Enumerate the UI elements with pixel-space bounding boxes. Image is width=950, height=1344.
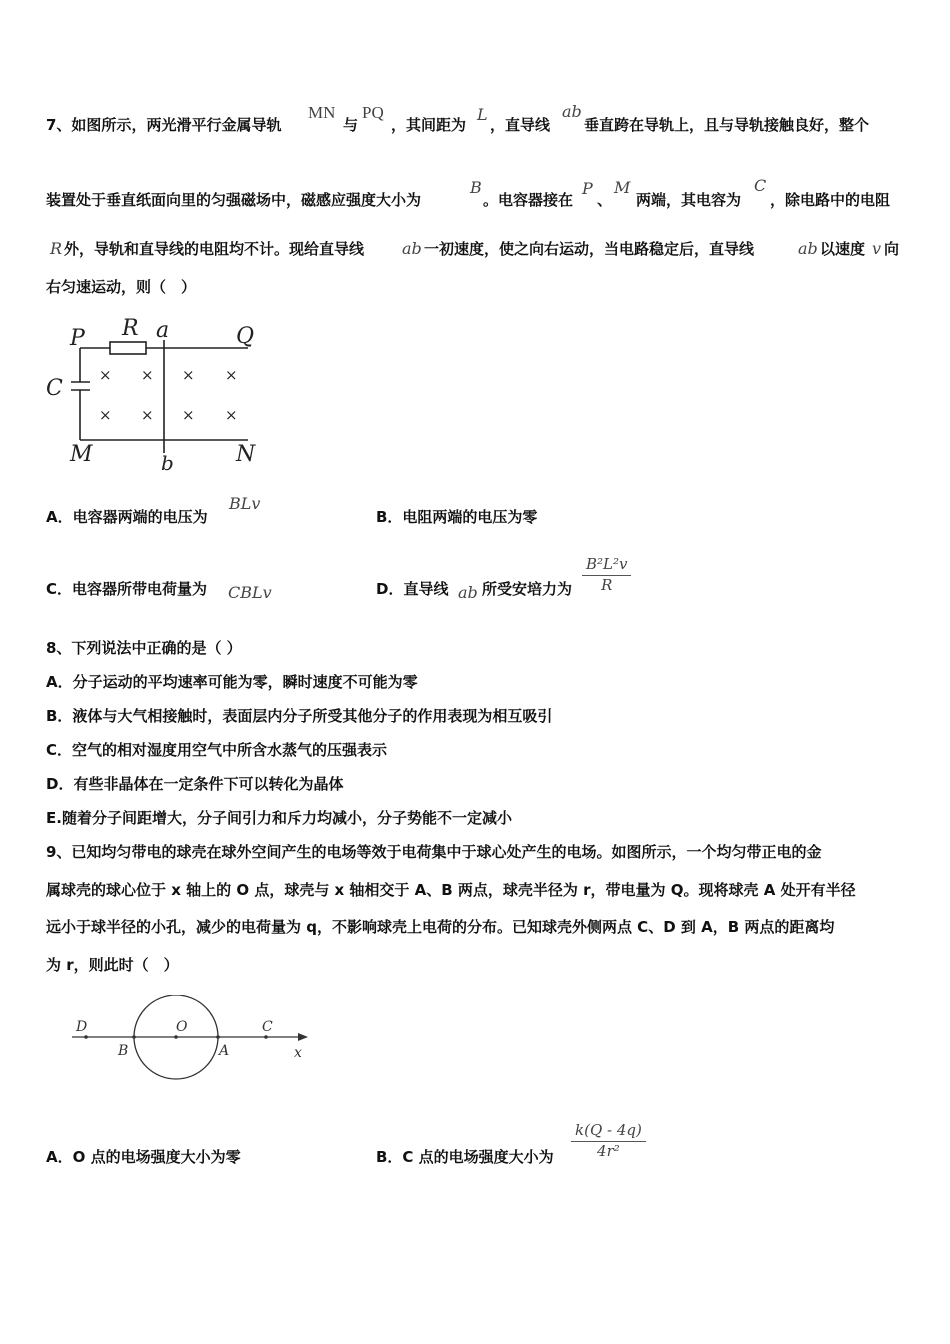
q7-option-d-fraction — [582, 555, 631, 595]
q9-stem-line3: 远小于球半径的小孔，减少的电荷量为 q，不影响球壳上电荷的分布。已知球壳外侧两点 C、D 到 A，B 两点的距离均 — [46, 918, 835, 936]
field-cross: × — [141, 366, 154, 384]
q7-stem-line3-b: 一初速度，使之向右运动，当电路稳定后，直导线 — [424, 240, 755, 258]
q8-option-a: A．分子运动的平均速率可能为零，瞬时速度不可能为零 — [46, 673, 418, 691]
q7-var-r: R — [50, 239, 63, 258]
fraction-numerator: k(Q - 4q) — [571, 1121, 646, 1142]
field-cross: × — [182, 366, 195, 384]
fig-label-q: Q — [236, 324, 255, 349]
q7-option-c: C．电容器所带电荷量为 — [46, 580, 208, 598]
q8-option-b: B．液体与大气相接触时，表面层内分子所受其他分子的作用表现为相互吸引 — [46, 707, 553, 725]
q7-stem-line2-b: 。电容器接在 — [483, 191, 574, 209]
fig-label-n: N — [236, 442, 256, 467]
q7-option-d-b: 所受安培力为 — [482, 580, 573, 598]
q9-stem-line2: 属球壳的球心位于 x 轴上的 O 点，球壳与 x 轴相交于 A、B 两点，球壳半径为 r，带电量为 Q。现将球壳 A 处开有半径 — [46, 881, 856, 899]
q7-var-ab-3: ab — [798, 239, 818, 258]
fraction-denominator: R — [601, 575, 613, 594]
q7-stem-line2-a: 装置处于垂直纸面向里的匀强磁场中，磁感应强度大小为 — [46, 191, 422, 209]
q7-stem-line1-a: 7、如图所示，两光滑平行金属导轨 — [46, 116, 282, 134]
q9-option-a: A．O 点的电场强度大小为零 — [46, 1148, 241, 1166]
q7-var-l: L — [477, 105, 488, 124]
q7-stem-line4: 右匀速运动，则（ ） — [46, 278, 197, 296]
q8-option-e: E.随着分子间距增大，分子间引力和斥力均减小，分子势能不一定减小 — [46, 809, 512, 827]
q9-option-b: B．C 点的电场强度大小为 — [376, 1148, 554, 1166]
q7-stem-line3-c: 以速度 — [820, 240, 866, 258]
q7-var-v: v — [872, 239, 882, 258]
fig-label-c: C — [46, 376, 63, 401]
fig-label-b: B — [118, 1043, 129, 1059]
q7-var-ab-2: ab — [402, 239, 422, 258]
fig-label-b: b — [161, 451, 174, 475]
q7-var-m: M — [614, 178, 631, 197]
q7-stem-line1-b: 与 — [343, 116, 359, 134]
q7-stem-line1-d: ，直导线 — [490, 116, 551, 134]
field-cross: × — [182, 406, 195, 424]
q7-option-a: A．电容器两端的电压为 — [46, 508, 208, 526]
q7-stem-line2-c: 、 — [597, 191, 613, 209]
q7-var-pq: PQ — [362, 103, 384, 122]
fig-label-o: O — [176, 1019, 188, 1035]
q7-option-c-expr: CBLv — [228, 583, 272, 602]
q9-stem-line4: 为 r，则此时（ ） — [46, 956, 179, 974]
q7-var-mn: MN — [308, 103, 336, 122]
field-cross: × — [225, 366, 238, 384]
fig-label-d: D — [76, 1019, 88, 1035]
q7-stem-line3-d: 向 — [884, 240, 900, 258]
q7-var-b: B — [470, 178, 482, 197]
q8-option-d: D．有些非晶体在一定条件下可以转化为晶体 — [46, 775, 344, 793]
fig-label-x: x — [294, 1045, 302, 1061]
fig-label-p: P — [70, 326, 85, 351]
q7-stem-line2-d: 两端，其电容为 — [636, 191, 742, 209]
q7-stem-line1-e: 垂直跨在导轨上，且与导轨接触良好，整个 — [584, 116, 870, 134]
q7-stem-line1-c: ，其间距为 — [391, 116, 467, 134]
q7-var-p: P — [582, 179, 593, 198]
q7-var-ab: ab — [562, 102, 582, 121]
field-cross: × — [99, 366, 112, 384]
q7-option-a-expr: BLv — [229, 494, 261, 513]
q7-option-d-ab: ab — [458, 583, 478, 602]
q7-stem-line2-e: ，除电路中的电阻 — [770, 191, 891, 209]
q7-circuit-figure — [40, 315, 270, 480]
q9-stem-line1: 9、已知均匀带电的球壳在球外空间产生的电场等效于电荷集中于球心处产生的电场。如图所示，一个均匀带正电的金 — [46, 843, 822, 861]
q7-stem-line3-a: 外，导轨和直导线的电阻均不计。现给直导线 — [64, 240, 365, 258]
fig-label-r: R — [122, 316, 139, 341]
fraction-numerator: B²L²v — [582, 555, 631, 576]
q8-stem: 8、下列说法中正确的是（ ） — [46, 639, 242, 657]
fraction-denominator: 4r² — [597, 1141, 620, 1160]
fig-label-c: C — [262, 1019, 273, 1035]
field-cross: × — [225, 406, 238, 424]
q7-option-d-a: D．直导线 — [376, 580, 449, 598]
fig-label-a: A — [219, 1043, 230, 1059]
q9-sphere-figure — [66, 995, 316, 1090]
fig-label-m: M — [70, 442, 93, 467]
field-cross: × — [141, 406, 154, 424]
q7-var-c: C — [754, 176, 767, 195]
q9-option-b-fraction — [571, 1121, 646, 1161]
q7-option-b: B．电阻两端的电压为零 — [376, 508, 538, 526]
fig-label-a: a — [156, 318, 170, 343]
q8-option-c: C．空气的相对湿度用空气中所含水蒸气的压强表示 — [46, 741, 388, 759]
field-cross: × — [99, 406, 112, 424]
